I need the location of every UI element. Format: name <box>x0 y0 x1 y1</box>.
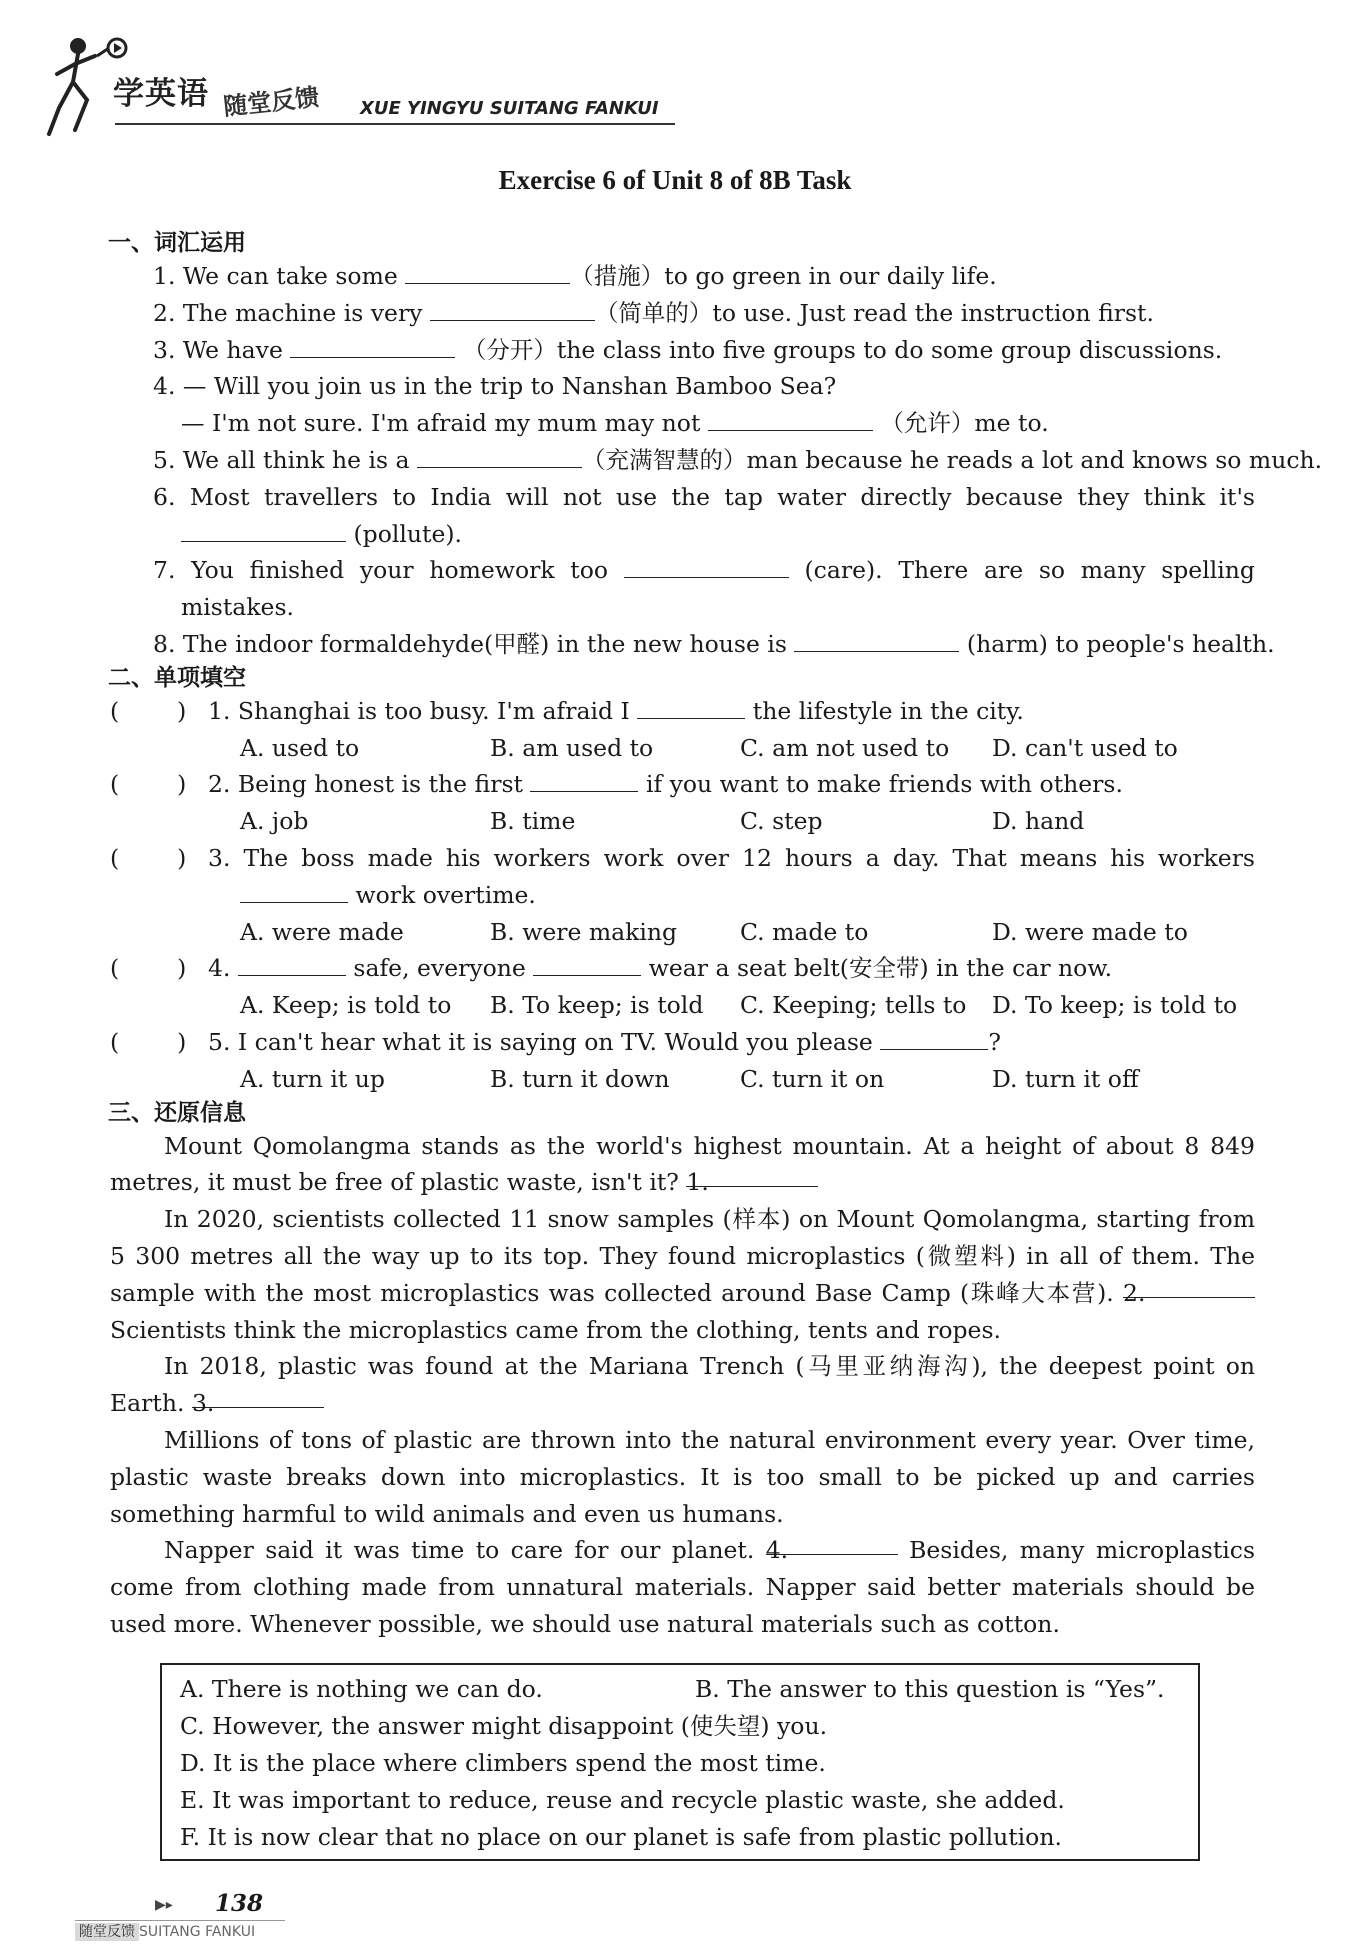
option-a[interactable]: A. were made <box>240 917 404 946</box>
header-rule <box>115 123 675 125</box>
answer-blank[interactable] <box>880 1027 988 1050</box>
logo-chinese: 学英语 <box>113 76 209 112</box>
answer-blank[interactable] <box>181 519 346 542</box>
passage-paragraph-4: Millions of tons of plastic are thrown into the natural environment every year. Over time, plastic waste breaks down into microplastics. It is too small to be picked up and carries something harmful to wild animals and even us humans. <box>110 1425 1255 1528</box>
mc-question-4: ( ) 4. safe, everyone wear a seat belt(安全带) in the car now. <box>110 950 1255 987</box>
footer-tag: 随堂反馈 SUITANG FANKUI <box>75 1920 285 1943</box>
option-c[interactable]: C. Keeping; tells to <box>740 991 967 1020</box>
option-d[interactable]: D. turn it off <box>992 1064 1139 1093</box>
answer-blank[interactable] <box>417 445 582 468</box>
answer-blank[interactable] <box>238 953 346 976</box>
answer-blank[interactable] <box>708 408 873 431</box>
vocab-question-8: 8. The indoor formaldehyde(甲醛) in the new house is (harm) to people's health. <box>153 629 1275 658</box>
option-c[interactable]: C. am not used to <box>740 733 950 762</box>
section-heading-vocabulary: 一、词汇运用 <box>108 230 246 256</box>
answer-blank-2[interactable]: 2. <box>1123 1275 1255 1298</box>
mc-question-1: ( ) 1. Shanghai is too busy. I'm afraid I the lifestyle in the city. <box>110 693 1255 730</box>
page-number: 138 <box>215 1890 264 1917</box>
option-c[interactable]: C. turn it on <box>740 1064 885 1093</box>
mc-question-5: ( ) 5. I can't hear what it is saying on TV. Would you please ? <box>110 1024 1255 1061</box>
options-box <box>160 1663 1200 1861</box>
answer-blank[interactable] <box>624 555 789 578</box>
options-row-ab <box>180 1671 1180 1708</box>
section-heading-restore-info: 三、还原信息 <box>108 1099 246 1126</box>
mc-options-1 <box>110 730 1255 767</box>
answer-blank-4[interactable]: 4. <box>766 1532 898 1555</box>
vocab-question-2: 2. The machine is very （简单的）to use. Just read the instruction first. <box>153 298 1154 327</box>
logo-chinese-sub: 随堂反馈 <box>222 83 321 121</box>
answer-blank[interactable] <box>405 261 570 284</box>
vocab-question-7: 7. You finished your homework too (care). There are so many spelling <box>153 556 1255 585</box>
vocab-question-6-cont: (pollute). <box>110 516 1255 553</box>
passage-paragraph-1: Mount Qomolangma stands as the world's highest mountain. At a height of about 8 849 metres, it must be free of plastic waste, isn't it? 1. <box>110 1131 1255 1197</box>
answer-blank[interactable] <box>794 629 959 652</box>
vocab-question-3: 3. We have （分开）the class into five groups to do some group discussions. <box>153 335 1223 364</box>
passage-paragraph-3: In 2018, plastic was found at the Mariana Trench (马里亚纳海沟), the deepest point on Earth. 3. <box>110 1352 1255 1418</box>
vocab-question-4-reply: — I'm not sure. I'm afraid my mum may not （允许）me to. <box>181 409 1049 438</box>
answer-bracket[interactable]: ( ) <box>110 1027 187 1056</box>
page-title: Exercise 6 of Unit 8 of 8B Task <box>498 165 852 195</box>
passage-paragraph-2: In 2020, scientists collected 11 snow samples (样本) on Mount Qomolangma, starting from 5 300 metres all the way up to its top. They found microplastics (微塑料) in all of them. The sample with the most microplastics was collected around Base Camp (珠峰大本营). 2. Scientists think the microplastics came from the clothing, tents and ropes. <box>110 1205 1255 1344</box>
mc-question-2: ( ) 2. Being honest is the first if you want to make friends with others. <box>110 766 1255 803</box>
option-b[interactable]: B. To keep; is told <box>490 991 704 1020</box>
mc-question-3: ( ) 3. The boss made his workers work over 12 hours a day. That means his workers <box>110 840 1255 877</box>
mc-options-5 <box>110 1061 1255 1098</box>
double-arrow-icon: ▶▸ <box>155 1897 173 1913</box>
option-b[interactable]: B. The answer to this question is “Yes”. <box>695 1675 1165 1703</box>
section-heading-multiple-choice: 二、单项填空 <box>108 664 246 691</box>
mc-options-4 <box>110 987 1255 1024</box>
worksheet-content <box>108 228 1323 1643</box>
answer-blank[interactable] <box>533 953 641 976</box>
option-b[interactable]: B. turn it down <box>490 1064 670 1093</box>
header <box>45 30 685 145</box>
mc-question-3-cont: work overtime. <box>110 877 1255 914</box>
answer-blank[interactable] <box>290 335 455 358</box>
option-d[interactable]: D. were made to <box>992 917 1188 946</box>
passage-paragraph-5: Napper said it was time to care for our planet. 4. Besides, many microplastics come from clothing made from unnatural materials. Napper said better materials should be used more. Whenever possible, we should use natural materials such as cotton. <box>110 1532 1255 1642</box>
answer-bracket[interactable]: ( ) <box>110 770 187 799</box>
option-e[interactable]: E. It was important to reduce, reuse and recycle plastic waste, she added. <box>180 1786 1065 1814</box>
option-d[interactable]: D. hand <box>992 807 1085 836</box>
option-c[interactable]: C. However, the answer might disappoint (使失望) you. <box>180 1712 828 1740</box>
option-c[interactable]: C. made to <box>740 917 869 946</box>
answer-blank[interactable] <box>430 298 595 321</box>
answer-blank-1[interactable]: 1. <box>686 1164 818 1187</box>
option-d[interactable]: D. It is the place where climbers spend the most time. <box>180 1749 826 1777</box>
option-a[interactable]: A. Keep; is told to <box>240 991 452 1020</box>
vocab-question-6: 6. Most travellers to India will not use the tap water directly because they think it's <box>153 482 1255 511</box>
vocab-question-7-cont: mistakes. <box>181 593 294 622</box>
option-b[interactable]: B. were making <box>490 917 678 946</box>
option-a[interactable]: A. turn it up <box>240 1064 385 1093</box>
option-d[interactable]: D. can't used to <box>992 733 1178 762</box>
vocab-question-1: 1. We can take some （措施）to go green in our daily life. <box>153 262 997 290</box>
option-b[interactable]: B. time <box>490 807 576 836</box>
mc-options-3 <box>110 914 1255 951</box>
option-d[interactable]: D. To keep; is told to <box>992 991 1238 1020</box>
answer-blank[interactable] <box>240 880 348 903</box>
option-a[interactable]: A. There is nothing we can do. <box>180 1675 543 1703</box>
vocab-question-5: 5. We all think he is a （充满智慧的）man because he reads a lot and knows so much. <box>153 445 1323 474</box>
option-c[interactable]: C. step <box>740 807 823 836</box>
option-f[interactable]: F. It is now clear that no place on our planet is safe from plastic pollution. <box>180 1823 1062 1851</box>
answer-blank-3[interactable]: 3. <box>192 1385 324 1408</box>
answer-bracket[interactable]: ( ) <box>110 696 187 725</box>
logo-pinyin: XUE YINGYU SUITANG FANKUI <box>360 98 659 119</box>
answer-blank[interactable] <box>637 696 745 719</box>
answer-bracket[interactable]: ( ) <box>110 843 187 872</box>
option-b[interactable]: B. am used to <box>490 733 654 762</box>
answer-bracket[interactable]: ( ) <box>110 954 187 983</box>
mc-options-2 <box>110 803 1255 840</box>
option-a[interactable]: A. job <box>240 807 309 836</box>
vocab-question-4: 4. — Will you join us in the trip to Nanshan Bamboo Sea? <box>153 372 837 401</box>
answer-blank[interactable] <box>530 769 638 792</box>
option-a[interactable]: A. used to <box>240 733 360 762</box>
